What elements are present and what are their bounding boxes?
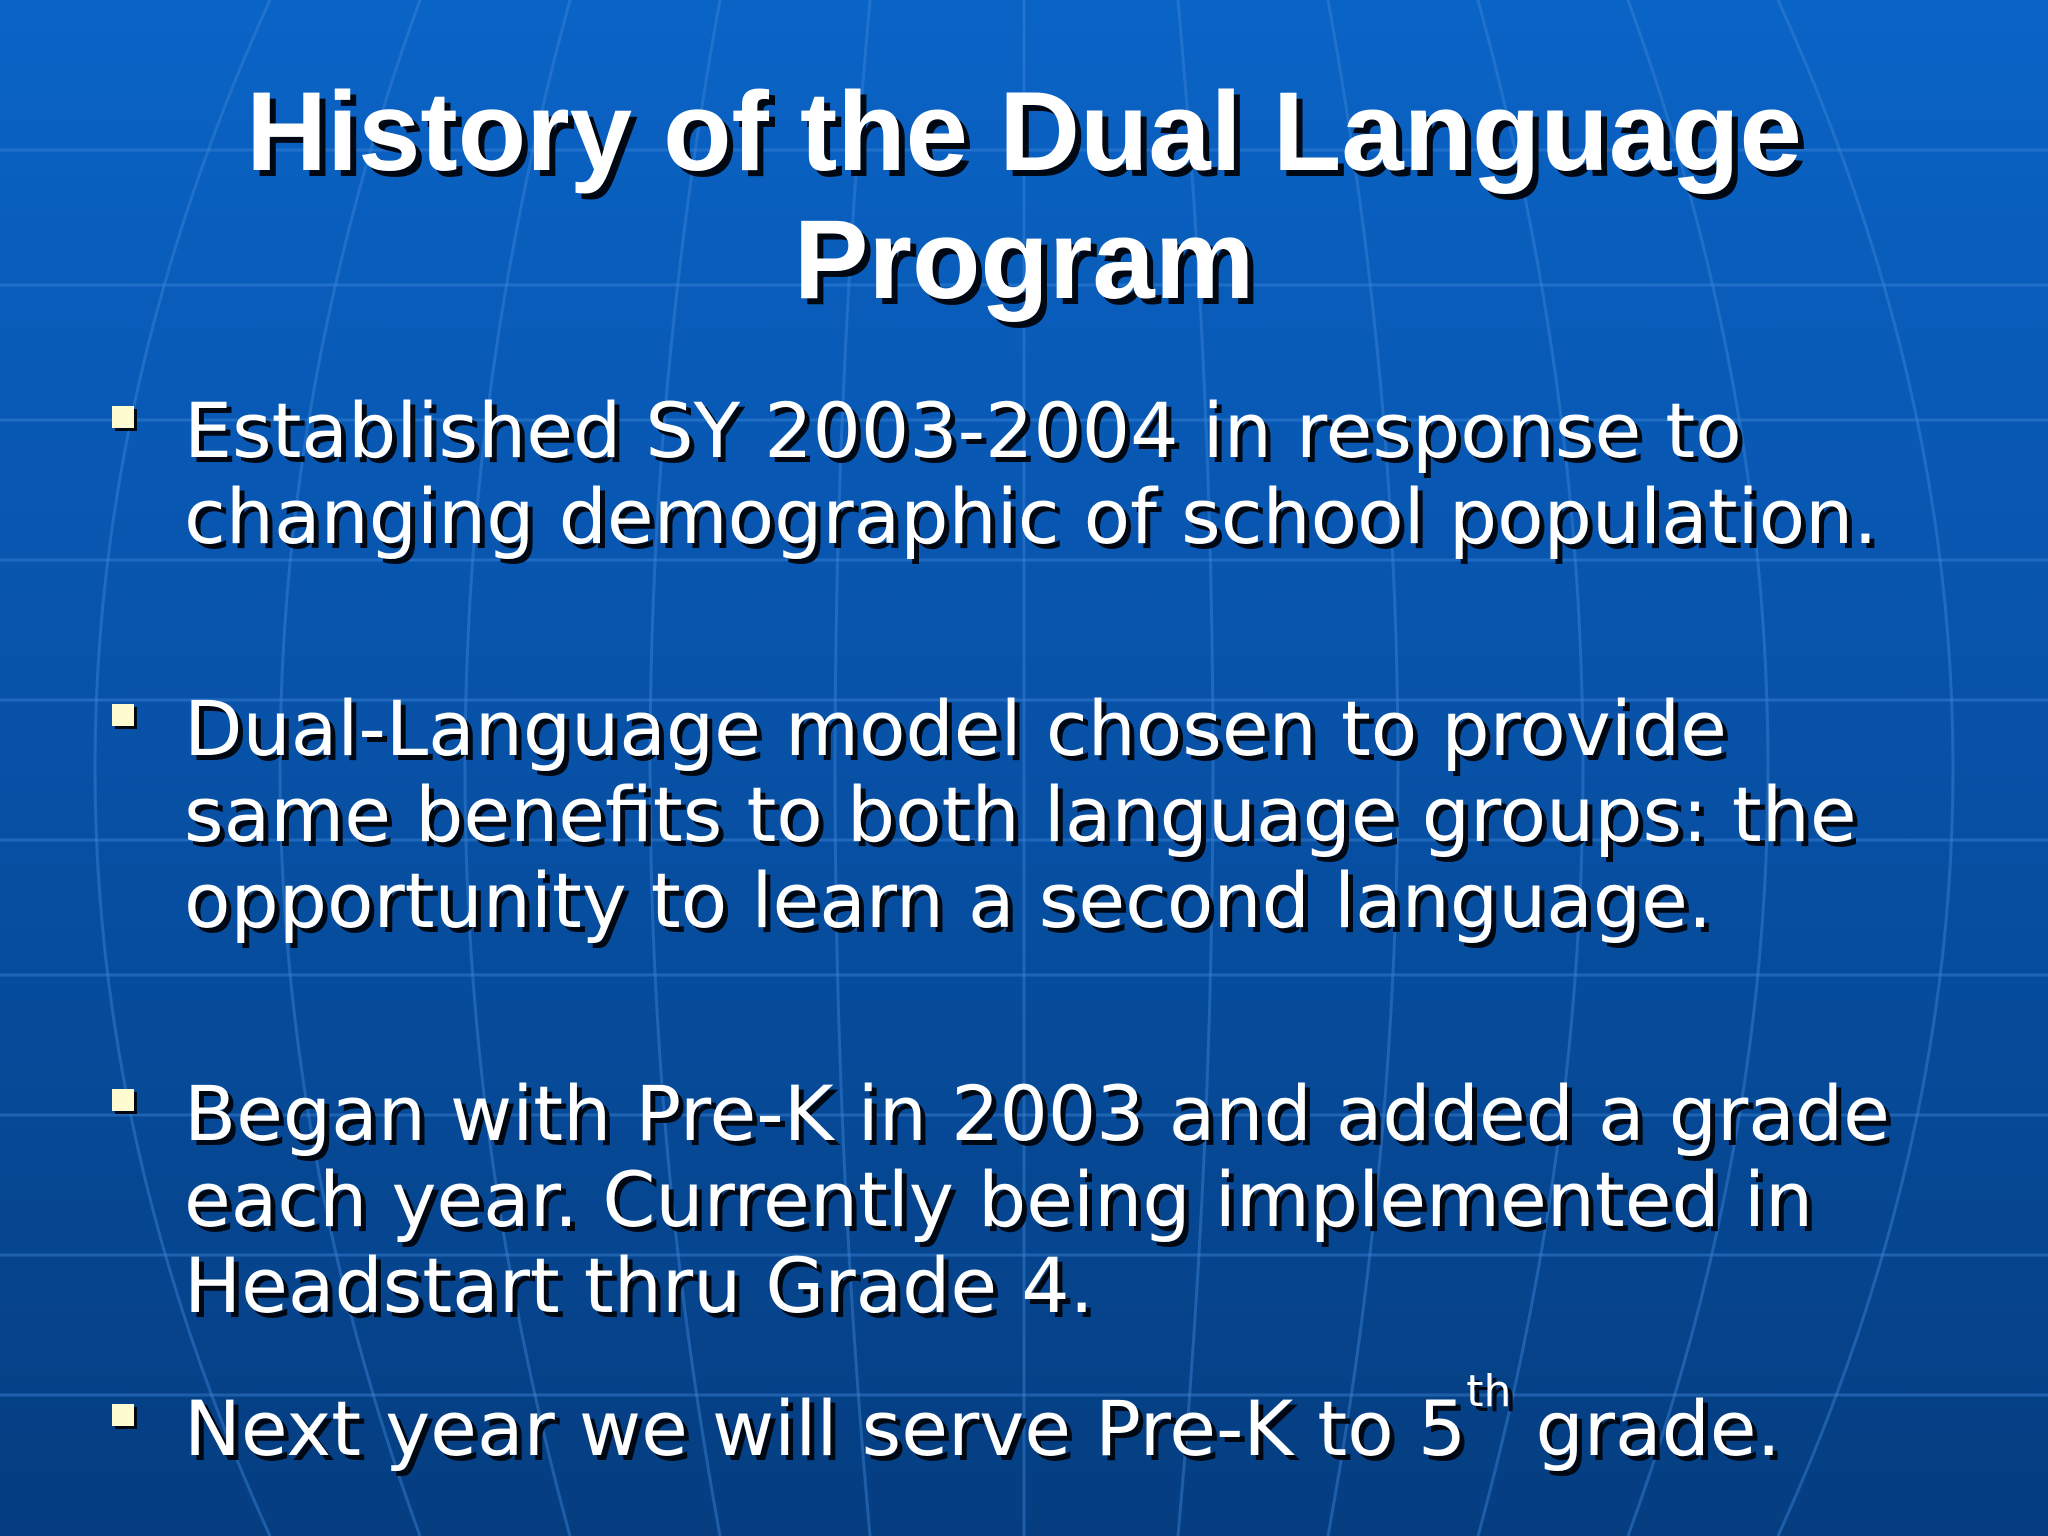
bullet-text bbox=[184, 1366, 2024, 1473]
bullet-text bbox=[184, 388, 2024, 560]
slide-title-line-2: Program bbox=[793, 197, 1255, 322]
bullet-line bbox=[184, 1366, 2024, 1473]
bullet-line: changing demographic of school population. bbox=[184, 472, 1878, 561]
square-bullet-icon bbox=[112, 1089, 134, 1111]
square-bullet-icon bbox=[112, 406, 134, 428]
bullet-text bbox=[184, 1071, 2024, 1329]
bullet-line-prefix: Next year we will serve Pre-K to 5 bbox=[184, 1384, 1467, 1473]
bullet-line: each year. Currently being implemented in bbox=[184, 1155, 1814, 1244]
bullet-line-suffix: grade. bbox=[1511, 1384, 1781, 1473]
bullet-line: Established SY 2003-2004 in response to bbox=[184, 386, 1742, 475]
bullet-line: Dual-Language model chosen to provide bbox=[184, 684, 1727, 773]
slide-title-line-1: History of the Dual Language bbox=[246, 69, 1802, 194]
square-bullet-icon bbox=[112, 704, 134, 726]
ordinal-superscript: th bbox=[1466, 1366, 1512, 1417]
slide-title bbox=[0, 68, 2048, 324]
bullet-line: Began with Pre-K in 2003 and added a grade bbox=[184, 1069, 1890, 1158]
bullet-text bbox=[184, 686, 2024, 944]
square-bullet-icon bbox=[112, 1404, 134, 1426]
bullet-line: opportunity to learn a second language. bbox=[184, 856, 1712, 945]
bullet-line: Headstart thru Grade 4. bbox=[184, 1241, 1094, 1330]
bullet-line: same benefits to both language groups: the bbox=[184, 770, 1857, 859]
